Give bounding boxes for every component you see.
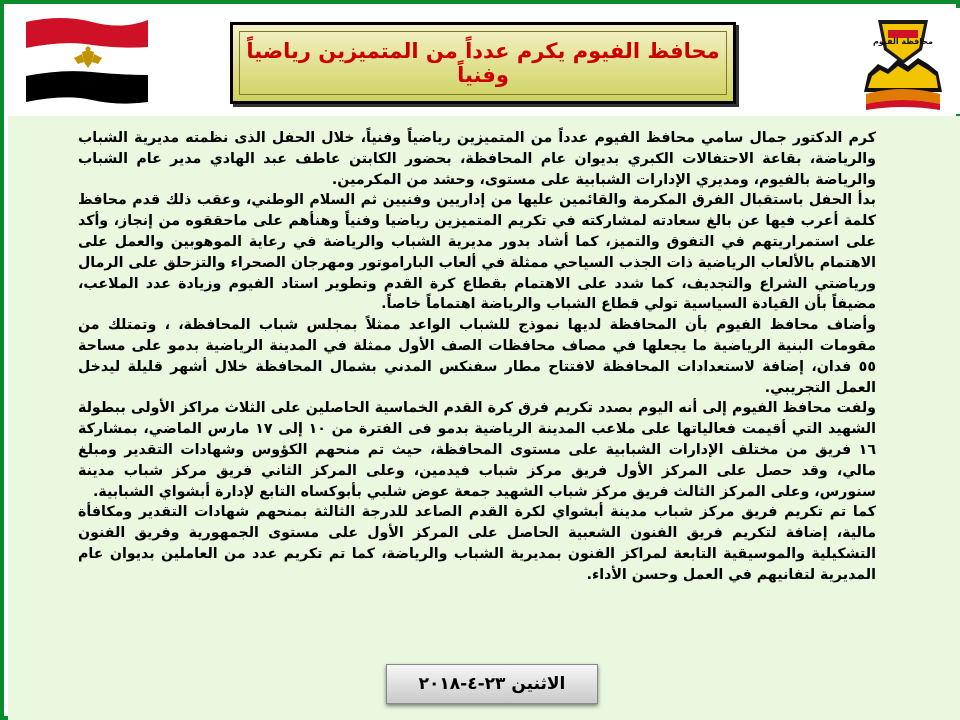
article-paragraph: ولفت محافظ الفيوم إلى أنه اليوم بصدد تكريم فرق كرة القدم الخماسية الحاصلين على الثلاث مراكز الأولى ببطولة الشهيد التي أقيمت فعالياتها على ملاعب المدينة الرياضية بدمو فى الفترة من ١٠ إلى ١٧ مارس الماضي، بمشاركة ١٦ فريق من مختلف الإدارات الشبابية على مستوى المحافظة، حيث تم منحهم الكؤوس وشهادات التقدير ومبلغ مالي، وقد حصل على المركز الأول فريق مركز شباب فيدمين، وعلى المركز الثاني فريق مركز شباب مدينة سنورس، وعلى المركز الثالث فريق مركز شباب الشهيد جمعة عوض شلبي بأبوكساه التابع لإدارة أبشواي الشبابية.	[78, 400, 876, 500]
article-panel	[8, 116, 960, 720]
page-title: محافظ الفيوم يكرم عدداً من المتميزين رياضياً وفنياً	[246, 39, 720, 87]
egypt-flag-icon	[22, 14, 152, 106]
logo-caption: محافظة الفيوم	[872, 37, 934, 46]
article-paragraph: كما تم تكريم فريق مركز شباب مدينة أبشواي لكرة القدم الصاعد للدرجة الثالثة بمنحهم شهادات التقدير ومكافأة مالية، إضافة لتكريم فريق الفنون الشعبية الحاصل على المركز الأول على مستوى الجمهورية وفريق الفنون التشكيلية والموسيقية التابعة لمراكز الفنون بمديرية الشباب والرياضة، كما تم تكريم عدد من العاملين بديوان عام المديرية لتفانيهم في العمل وحسن الأداء.	[78, 504, 876, 583]
article-paragraph: كرم الدكتور جمال سامي محافظ الفيوم عدداً من المتميزين رياضياً وفنياً، خلال الحفل الذى نظمته مديرية الشباب والرياضة، بقاعة الاحتفالات الكبري بديوان عام المحافظة، بحضور الكابتن عاطف عبد الهادي مدير عام الشباب والرياضة بالفيوم، ومديري الإدارات الشبابية على مستوى، وحشد من المكرمين.	[78, 130, 876, 188]
article-date: الاثنين ٢٣-٤-٢٠١٨	[418, 674, 566, 694]
header	[8, 8, 960, 114]
article-body	[78, 128, 876, 586]
title-banner	[230, 22, 736, 104]
article-paragraph: وأضاف محافظ الفيوم بأن المحافظة لديها نموذج للشباب الواعد ممثلاً بمجلس شباب المحافظة، ، وتمتلك من مقومات البنية الرياضية ما يجعلها في مصاف محافظات الصف الأول ممثلة في المدينة الرياضية بدمو على مساحة ٥٥ فدان، إضافة لاستعدادات المحافظة لافتتاح مطار سفنكس المدني بشمال المحافظة خلال أشهر قليلة ليدخل العمل التجريبي.	[78, 317, 876, 396]
fayoum-governorate-logo	[858, 14, 948, 114]
article-paragraph: بدأ الحفل باستقبال الفرق المكرمة والقائمين عليها من إداريين وفنيين ثم السلام الوطني، وعقب ذلك قدم محافظ كلمة أعرب فيها عن بالغ سعادته لمشاركته في تكريم المتميزين رياضيا وفنياً وهنأهم على ماحققوه من إنجاز، وأكد على استمراريتهم في التفوق والتميز، كما أشاد بدور مديرية الشباب والرياضة في رعاية الموهوبين والعمل على الاهتمام بالألعاب الرياضية ذات الجذب السياحي ممثلة في ألعاب الباراموتور ومهرجان الصحراء والتزحلق على الرمال ورياضتي الشراع والتجديف، كما شدد على الاهتمام بقطاع كرة القدم وتطوير استاد الفيوم وزيادة عدد الملاعب، مضيفاً بأن القيادة السياسية تولي قطاع الشباب والرياضة اهتماماً خاصاً.	[78, 192, 876, 313]
date-badge	[386, 664, 598, 704]
